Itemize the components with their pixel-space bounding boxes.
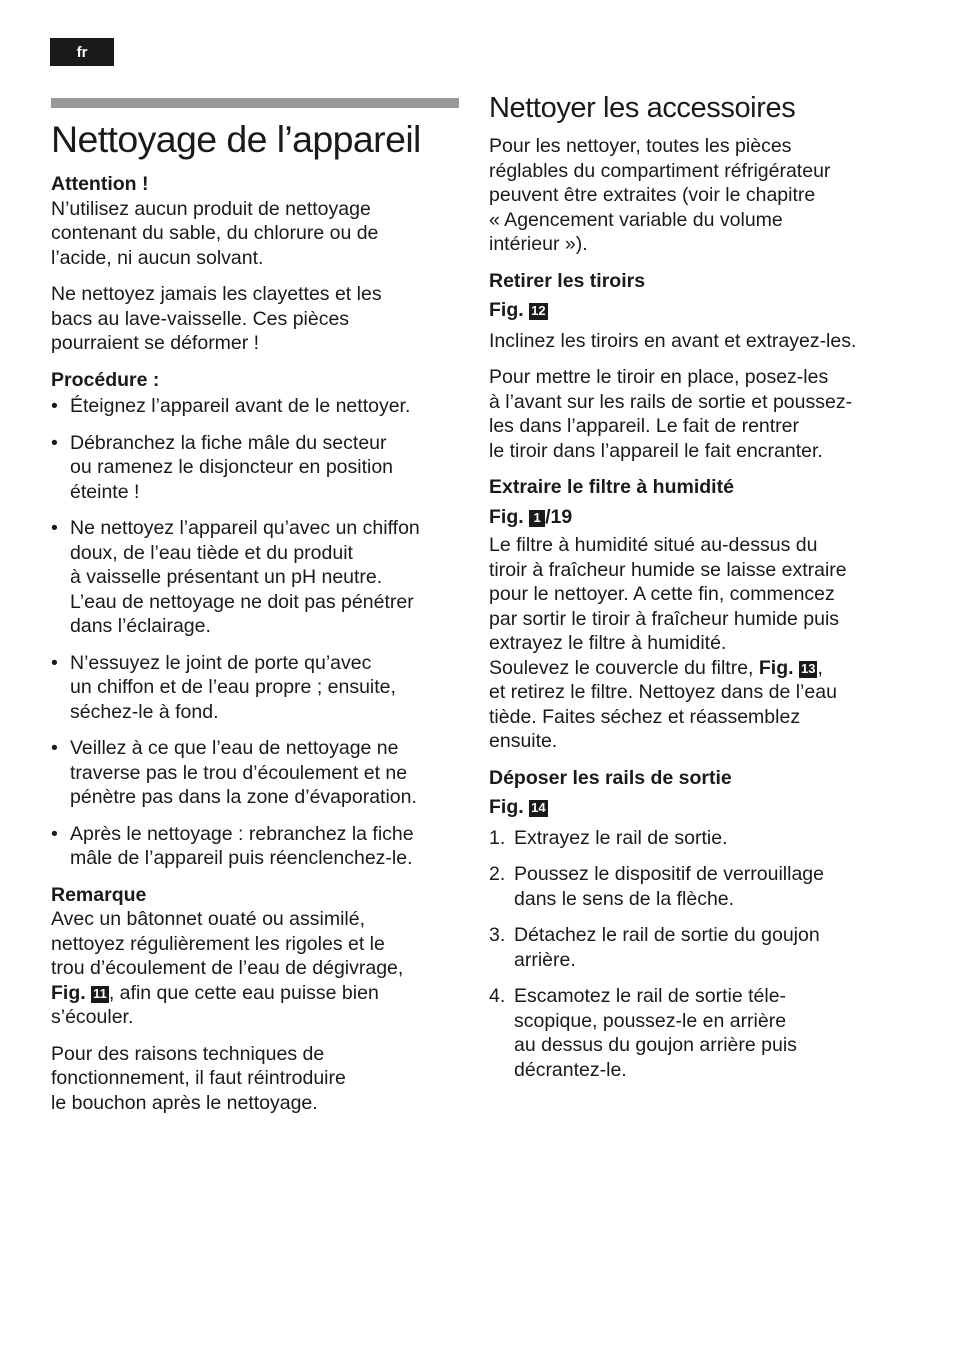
fig-reference: Fig. <box>51 981 86 1004</box>
accessories-intro: Pour les nettoyer, toutes les pièces réglables du compartiment réfrigérateur peuvent être extraites (voir le chapitre « Agencement variable du volume intérieur »). <box>489 135 831 255</box>
drawers-heading: Retirer les tiroirs <box>489 269 646 292</box>
list-item: 1. Extrayez le rail de sortie. <box>489 826 728 849</box>
rails-heading: Déposer les rails de sortie <box>489 766 732 789</box>
attention-heading: Attention ! <box>51 173 149 195</box>
drawers-insert-text: Pour mettre le tiroir en place, posez-les à l’avant sur les rails de sortie et poussez- les dans l’appareil. Le fait de rentrer le tiroir dans l’appareil le fait encranter. <box>489 366 853 462</box>
page-title: Nettoyage de l’appareil <box>51 118 421 160</box>
step-number: 2. <box>489 863 506 885</box>
procedure-heading: Procédure : <box>51 368 160 391</box>
list-item: • Veillez à ce que l’eau de nettoyage ne traverse pas le trou d’écoulement et ne pénètre pas dans la zone d’évaporation. <box>51 737 417 808</box>
filter-fig-reference: Fig. 1 /19 <box>489 505 573 528</box>
figure-number-badge: 13 <box>800 660 816 676</box>
list-item: 4. Escamotez le rail de sortie téle- scopique, poussez-le en arrière au dessus du goujon arrière puis décrantez-le. <box>489 985 797 1081</box>
remark-text: Avec un bâtonnet ouaté ou assimilé, nettoyez régulièrement les rigoles et le trou d’écoulement de l’eau de dégivrage, Fig. 11 , afin que cette eau puisse bien s’écouler. <box>51 908 404 1028</box>
figure-number-badge: 11 <box>93 985 107 1001</box>
list-item: • Après le nettoyage : rebranchez la fiche mâle de l’appareil puis réenclenchez-le. <box>51 822 414 869</box>
list-item: 3. Détachez le rail de sortie du goujon arrière. <box>489 924 820 971</box>
list-item: • Ne nettoyez l’appareil qu’avec un chiffon doux, de l’eau tiède et du produit à vaisselle présentant un pH neutre. L’eau de nettoyage ne doit pas pénétrer dans l’éclairage. <box>51 517 420 637</box>
step-number: 3. <box>489 924 506 946</box>
drawers-fig-reference: Fig. 12 <box>489 299 546 321</box>
procedure-list <box>51 394 471 871</box>
rails-fig-reference: Fig. 14 <box>489 796 546 818</box>
filter-heading: Extraire le filtre à humidité <box>489 476 734 498</box>
bullet-icon: • <box>51 737 58 759</box>
bullet-icon: • <box>51 822 58 845</box>
remark-heading: Remarque <box>51 883 147 906</box>
bullet-icon: • <box>51 431 58 454</box>
warning-text: Ne nettoyez jamais les clayettes et les bacs au lave-vaisselle. Ces pièces pourraient se déformer ! <box>51 283 382 354</box>
figure-number-badge: 12 <box>531 303 546 318</box>
accessories-section <box>489 134 909 1094</box>
bullet-icon: • <box>51 651 58 674</box>
attention-section <box>51 172 471 1115</box>
list-item: • Débranchez la fiche mâle du secteur ou ramenez le disjoncteur en position éteinte ! <box>51 431 394 503</box>
technical-note: Pour des raisons techniques de fonctionnement, il faut réintroduire le bouchon après le nettoyage. <box>51 1042 346 1114</box>
fig-reference: Fig. <box>758 656 794 679</box>
language-tab: fr <box>50 38 114 66</box>
step-number: 4. <box>489 985 506 1007</box>
step-number: 1. <box>489 826 506 849</box>
attention-text: N’utilisez aucun produit de nettoyage contenant du sable, du chlorure ou de l’acide, ni aucun solvant. <box>51 197 379 269</box>
figure-number-badge: 14 <box>531 800 546 815</box>
accessories-title: Nettoyer les accessoires <box>489 92 796 124</box>
filter-text: Le filtre à humidité situé au-dessus du tiroir à fraîcheur humide se laisse extraire pour le nettoyer. A cette fin, commencez par sortir le tiroir à fraîcheur humide puis extrayez le filtre à humidité. Soulevez le couvercle du filtre, Fig. 13 , et retirez le filtre. Nettoyez dans de l’eau tiède. Faites séchez et réassemblez ensuite. <box>489 534 847 752</box>
rails-steps <box>489 826 909 1083</box>
bullet-icon: • <box>51 395 58 417</box>
figure-number-badge: 1 <box>529 510 545 527</box>
list-item: 2. Poussez le dispositif de verrouillage dans le sens de la flèche. <box>489 863 825 910</box>
drawers-text: Inclinez les tiroirs en avant et extrayez-les. <box>489 329 857 352</box>
bullet-icon: • <box>51 517 58 539</box>
list-item: • Éteignez l’appareil avant de le nettoyer. <box>51 395 411 417</box>
list-item: • N’essuyez le joint de porte qu’avec un chiffon et de l’eau propre ; ensuite, séchez-le à fond. <box>51 651 396 723</box>
section-rule <box>51 98 459 108</box>
